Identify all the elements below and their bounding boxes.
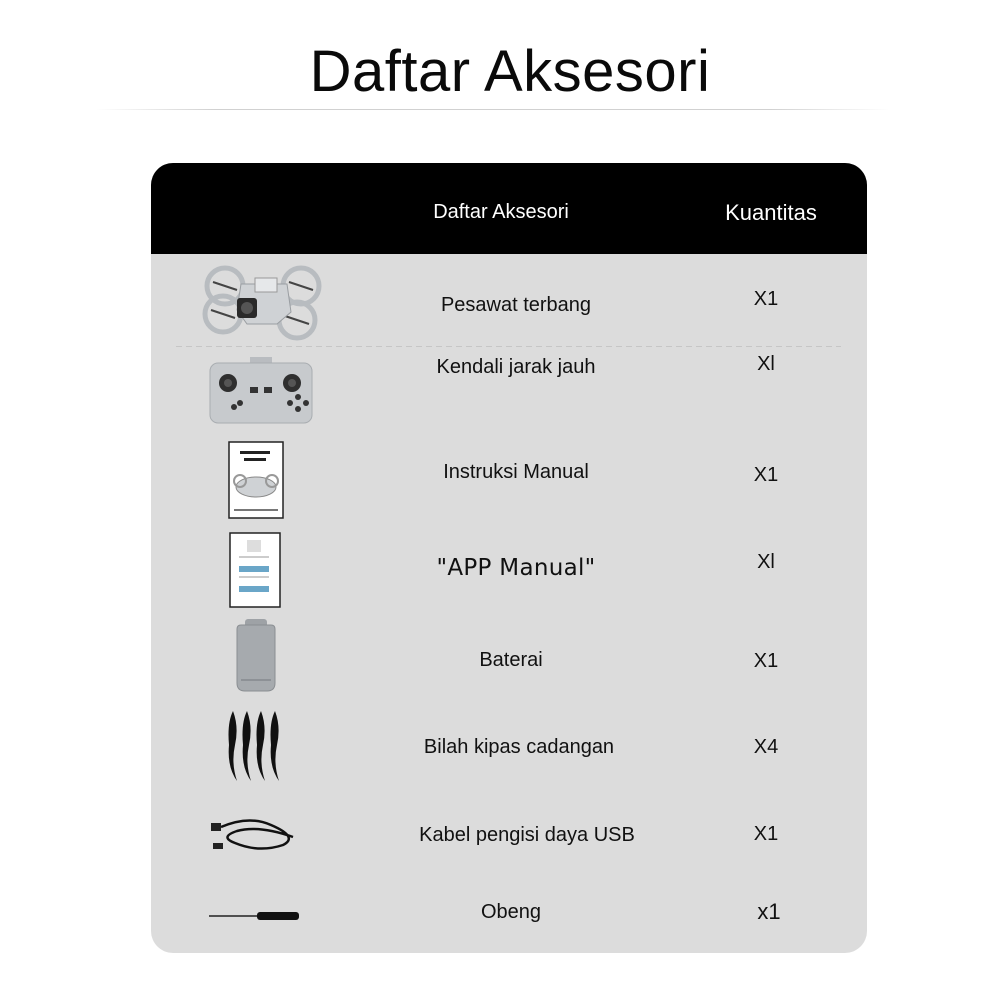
item-quantity: x1 [757,899,781,924]
item-quantity: X4 [753,736,779,758]
table-row [151,439,867,529]
manual-booklet-icon [228,441,284,519]
header-item-label: Daftar Aksesori [433,201,569,223]
drone-icon [201,264,327,342]
item-name: Obeng [480,901,542,923]
usb-cable-icon [209,817,301,853]
app-manual-card-icon [229,532,281,608]
title-divider [95,109,890,110]
item-name: Bilah kipas cadangan [423,736,615,758]
item-quantity: Xl [757,353,775,375]
table-row [151,705,867,795]
item-quantity: Xl [757,551,775,573]
item-name: "APP Manual" [436,555,596,581]
table-header [151,163,867,254]
table-row [151,795,867,877]
accessory-table [151,163,867,953]
header-quantity-label: Kuantitas [725,200,817,225]
item-quantity: X1 [753,464,779,486]
remote-controller-icon [208,357,314,425]
table-row [151,254,867,349]
table-row [151,877,867,953]
table-row [151,349,867,439]
table-row [151,615,867,705]
table-row [151,529,867,615]
item-name: Pesawat terbang [440,294,592,316]
propeller-blades-icon [225,709,285,783]
screwdriver-icon [207,911,301,921]
item-name: Baterai [479,649,543,671]
row-divider [176,346,841,347]
item-name: Kendali jarak jauh [436,356,596,378]
item-name: Instruksi Manual [443,461,589,483]
item-quantity: X1 [753,823,779,845]
page-title: Daftar Aksesori [309,39,711,104]
battery-icon [235,619,277,693]
item-quantity: X1 [753,288,779,310]
item-quantity: X1 [753,650,779,672]
item-name: Kabel pengisi daya USB [419,824,635,846]
